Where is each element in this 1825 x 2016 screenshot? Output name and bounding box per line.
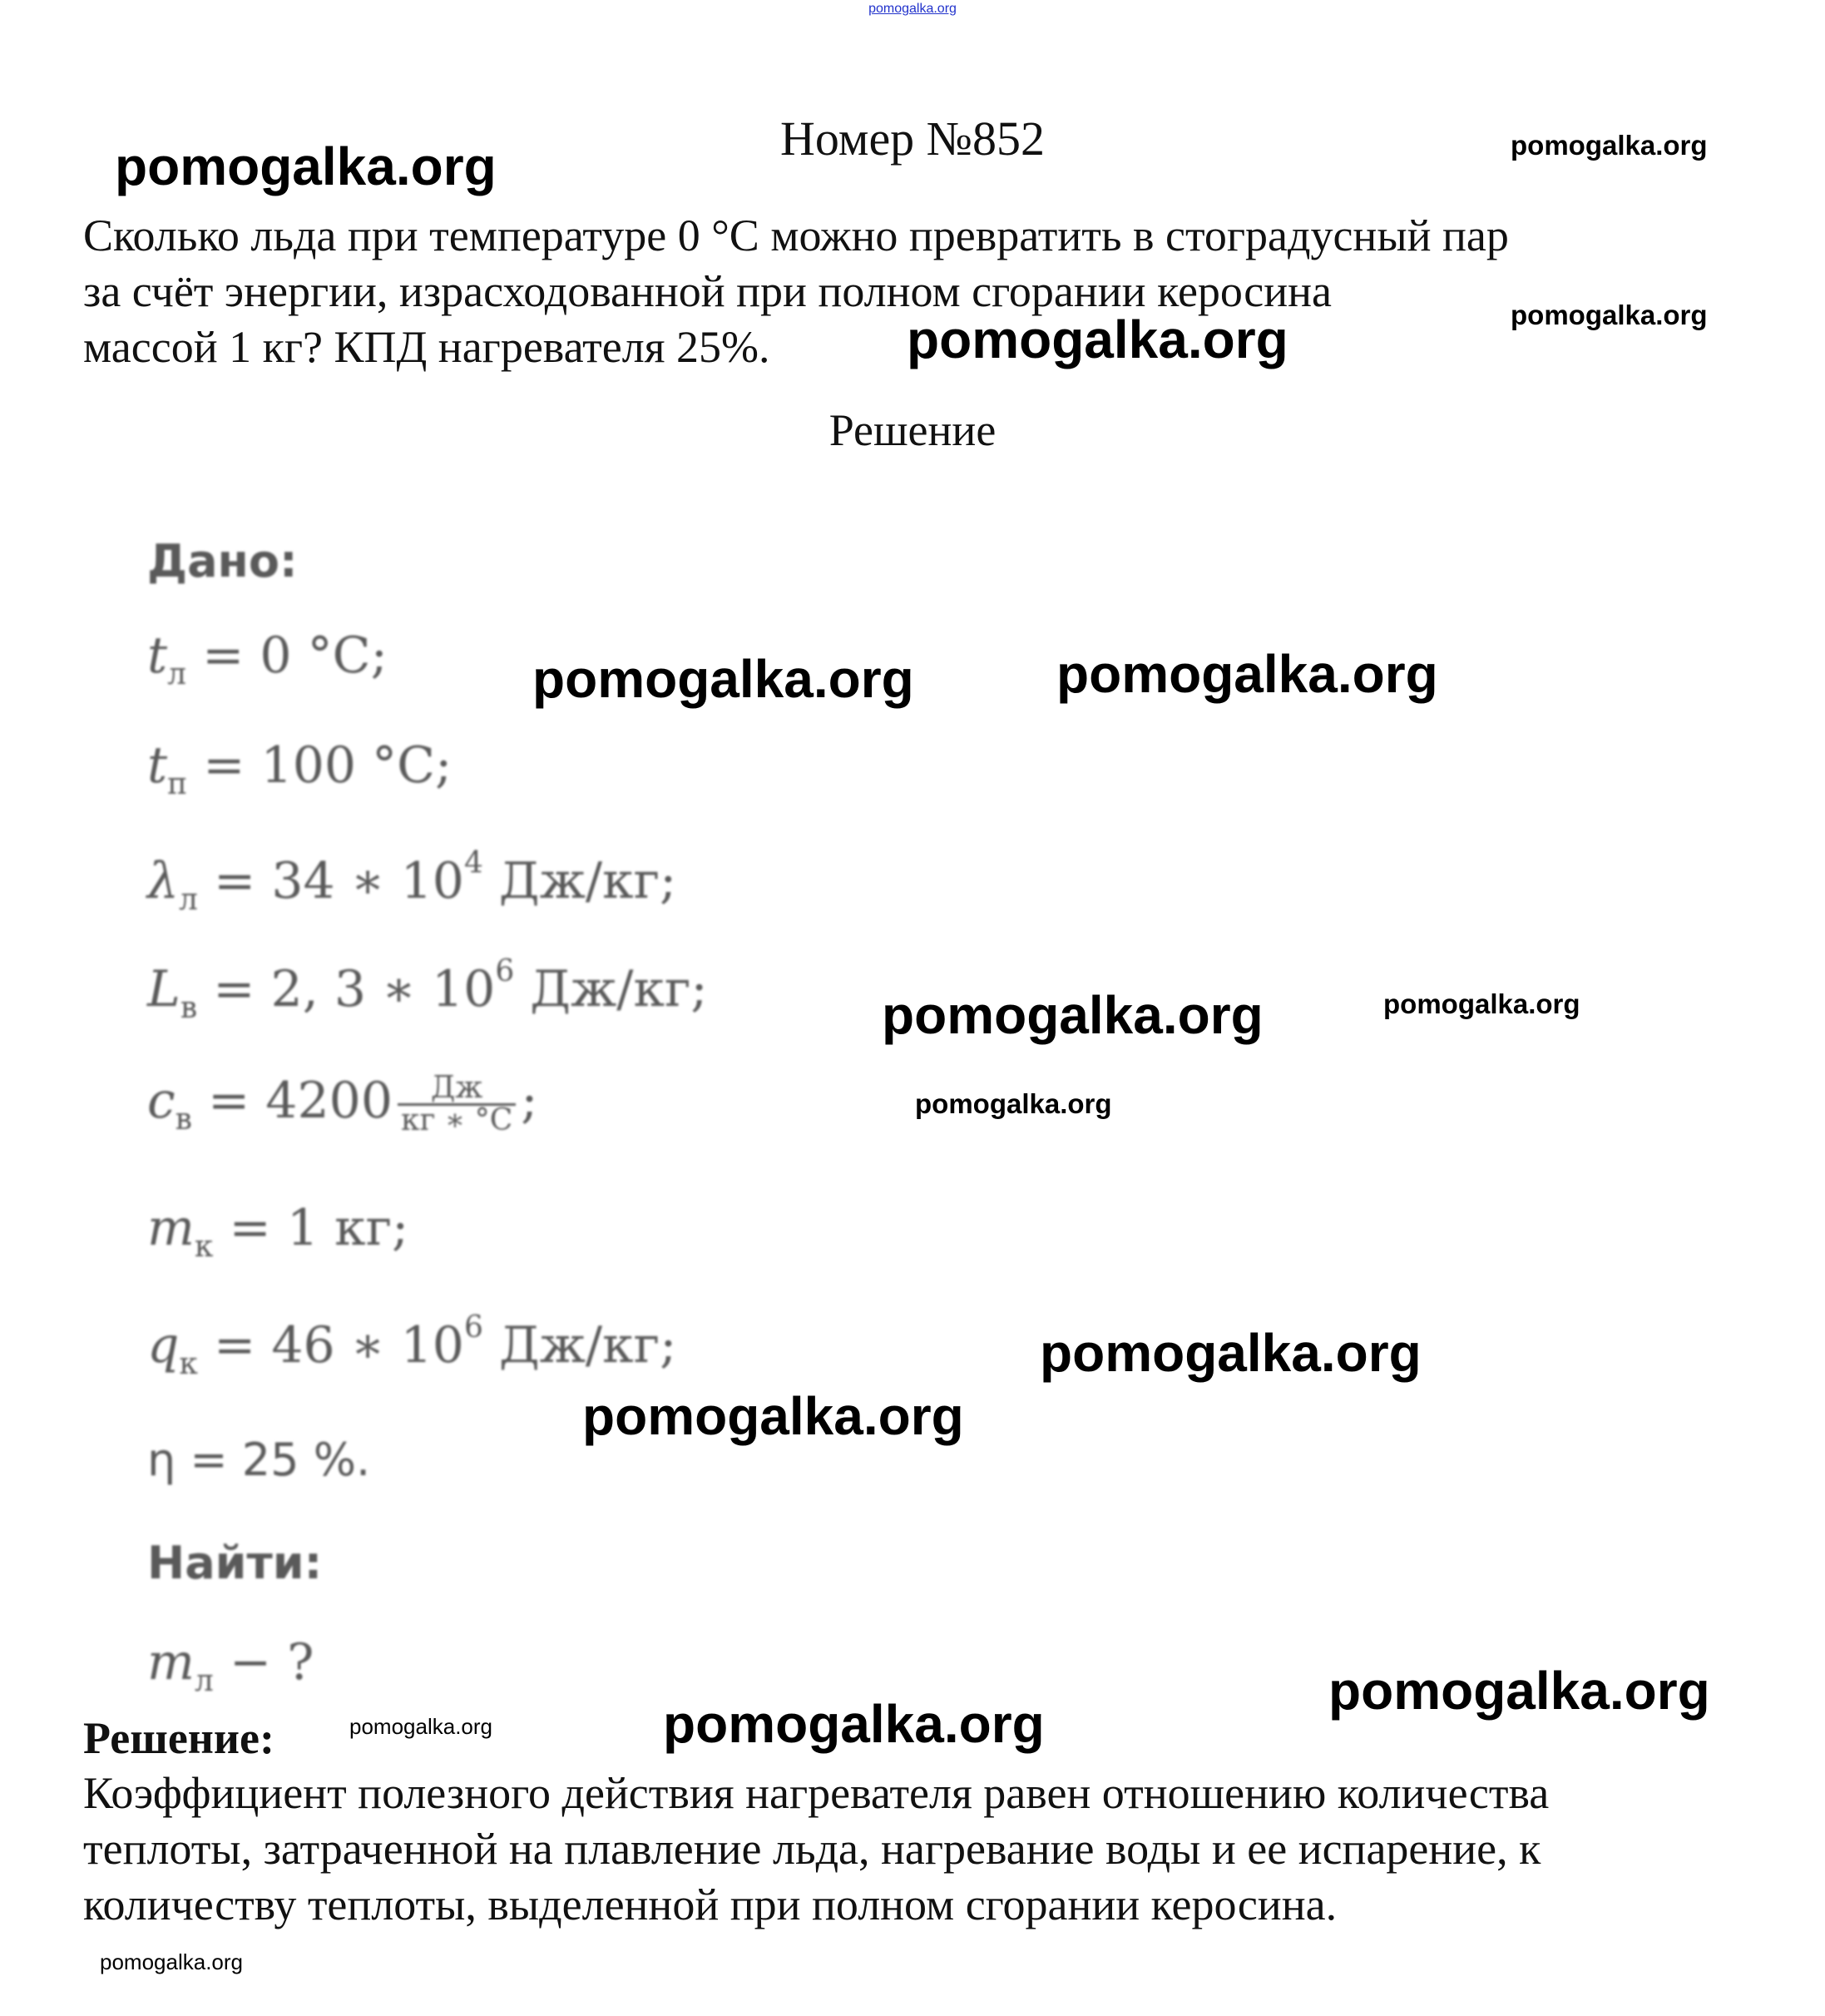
sub: в (175, 1102, 192, 1137)
denominator: кг ∗ °C (401, 1103, 513, 1137)
var: t (147, 736, 168, 795)
find-item (147, 1633, 314, 1698)
sup: 6 (495, 954, 515, 988)
solution-line: количеству теплоты, выделенной при полном сгорании керосина. (83, 1880, 1338, 1929)
tail: Дж/кг; (482, 1316, 677, 1375)
var: c (147, 1072, 176, 1131)
sub: п (167, 767, 188, 801)
var: t (147, 627, 168, 685)
sub: л (167, 657, 186, 691)
given-item-t-steam (147, 736, 453, 801)
watermark: pomogalka.org (349, 1714, 492, 1739)
top-watermark-link[interactable]: pomogalka.org (868, 2, 957, 16)
sub: л (194, 1664, 214, 1698)
var: q (147, 1316, 180, 1375)
numerator: Дж (398, 1073, 516, 1106)
eq: = 46 ∗ 10 (197, 1316, 464, 1375)
solution-text (83, 1766, 1549, 1933)
watermark: pomogalka.org (1383, 988, 1580, 1019)
tail: ; (521, 1072, 538, 1131)
watermark: pomogalka.org (882, 985, 1264, 1045)
watermark: pomogalka.org (907, 310, 1288, 369)
page-title: Номер №852 (779, 111, 1046, 166)
fraction (398, 1073, 516, 1136)
watermark: pomogalka.org (663, 1694, 1045, 1754)
solution-label: Решение: (83, 1713, 274, 1763)
watermark: pomogalka.org (1056, 644, 1438, 704)
solution-heading: Решение (828, 405, 997, 455)
eq: = 2, 3 ∗ 10 (197, 960, 496, 1018)
eq: = 34 ∗ 10 (197, 852, 464, 910)
watermark: pomogalka.org (1040, 1323, 1422, 1383)
var: L (147, 960, 181, 1018)
eq: = 25 %. (176, 1434, 371, 1486)
var: λ (147, 852, 180, 910)
solution-line: Коэффициент полезного действия нагревателя равен отношению количества (83, 1768, 1550, 1818)
sub: в (180, 991, 198, 1025)
given-item-lambda (147, 846, 677, 917)
problem-text (83, 208, 1509, 375)
given-item-c (147, 1073, 538, 1136)
find-header: Найти: (147, 1537, 323, 1589)
var: η (147, 1434, 176, 1486)
var: m (147, 1633, 195, 1692)
eq: = 4200 (191, 1072, 393, 1131)
var: m (147, 1199, 195, 1257)
watermark: pomogalka.org (115, 136, 497, 196)
problem-line: массой 1 кг? КПД нагревателя 25%. (83, 322, 770, 372)
eq: = 0 °C; (186, 627, 388, 685)
sup: 6 (463, 1310, 483, 1345)
problem-line: за счёт энергии, израсходованной при полном сгорании керосина (83, 266, 1333, 316)
tail: Дж/кг; (482, 852, 677, 910)
watermark: pomogalka.org (1511, 130, 1708, 161)
given-item-eta (147, 1434, 371, 1486)
sub: к (194, 1230, 214, 1264)
watermark: pomogalka.org (1328, 1661, 1710, 1721)
given-item-L (147, 954, 708, 1025)
problem-line: Сколько льда при температуре 0 °C можно превратить в стоградусный пар (83, 211, 1509, 260)
given-header: Дано: (147, 535, 298, 587)
sup: 4 (463, 846, 483, 880)
given-item-q (147, 1310, 677, 1381)
watermark: pomogalka.org (100, 1949, 243, 1974)
given-item-m-kerosene (147, 1199, 409, 1264)
watermark: pomogalka.org (582, 1386, 964, 1446)
eq: = 1 кг; (213, 1199, 409, 1257)
watermark: pomogalka.org (915, 1088, 1112, 1119)
eq: = 100 °C; (187, 736, 453, 795)
sub: к (179, 1347, 198, 1381)
given-item-t-ice (147, 627, 388, 691)
watermark: pomogalka.org (532, 649, 914, 709)
solution-line: теплоты, затраченной на плавление льда, нагревание воды и ее испарение, к (83, 1824, 1541, 1874)
tail: Дж/кг; (514, 960, 708, 1018)
watermark: pomogalka.org (1511, 300, 1708, 330)
sub: л (179, 883, 198, 917)
eq: − ? (213, 1633, 314, 1692)
